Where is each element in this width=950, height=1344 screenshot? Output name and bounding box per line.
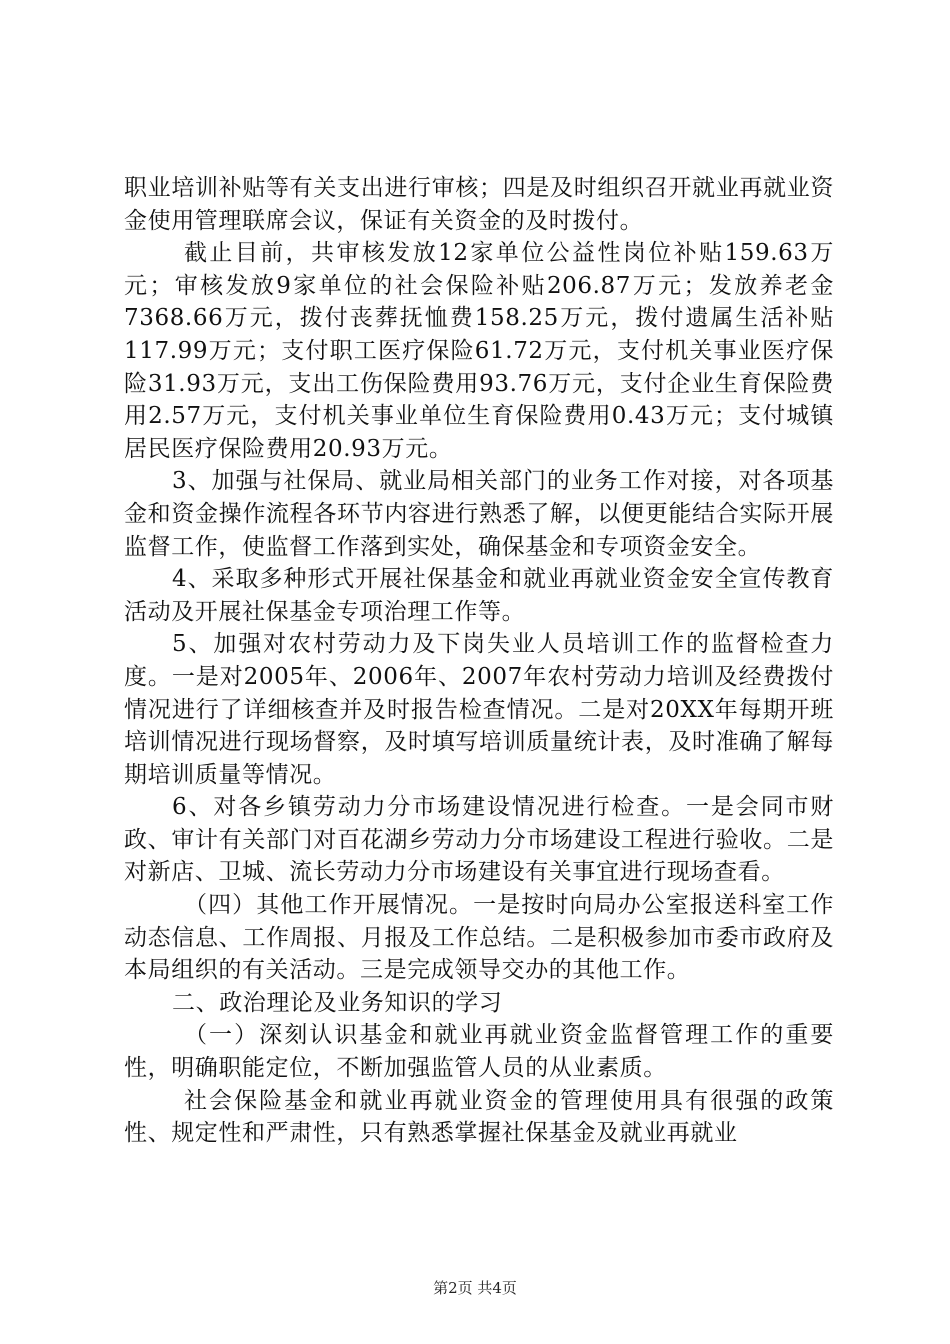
paragraph-item-6: 6、对各乡镇劳动力分市场建设情况进行检查。一是会同市财政、审计有关部门对百花湖乡劳动力分市场建设工程进行验收。二是对新店、卫城、流长劳动力分市场建设有关事宜进行现场查看。 bbox=[124, 794, 834, 886]
paragraph-continuation: 职业培训补贴等有关支出进行审核；四是及时组织召开就业再就业资金使用管理联席会议，保证有关资金的及时拨付。 bbox=[124, 175, 834, 234]
page-number-footer: 第2页 共4页 bbox=[433, 1279, 517, 1297]
paragraph-item-5: 5、加强对农村劳动力及下岗失业人员培训工作的监督检查力度。一是对2005年、2006年、2007年农村劳动力培训及经费拨付情况进行了详细核查并及时报告检查情况。二是对20XX年每期开班培训情况进行现场督察，及时填写培训质量统计表，及时准确了解每期培训质量等情况。 bbox=[124, 631, 834, 788]
paragraph-statistics: 截止目前，共审核发放12家单位公益性岗位补贴159.63万元；审核发放9家单位的社会保险补贴206.87万元；发放养老金7368.66万元，拨付丧葬抚恤费158.25万元，拨付遗属生活补贴117.99万元；支付职工医疗保险61.72万元，支付机关事业医疗保险31.93万元，支出工伤保险费用93.76万元，支付企业生育保险费用2.57万元，支付机关事业单位生育保险费用0.43万元；支付城镇居民医疗保险费用20.93万元。 bbox=[124, 240, 834, 462]
paragraph-item-4: 4、采取多种形式开展社保基金和就业再就业资金安全宣传教育活动及开展社保基金专项治理工作等。 bbox=[124, 566, 834, 625]
section-heading-study: 二、政治理论及业务知识的学习 bbox=[172, 989, 503, 1016]
document-body bbox=[124, 172, 834, 1150]
paragraph-other-work: （四）其他工作开展情况。一是按时向局办公室报送科室工作动态信息、工作周报、月报及工作总结。二是积极参加市委市政府及本局组织的有关活动。三是完成领导交办的其他工作。 bbox=[124, 892, 834, 984]
paragraph-social-insurance: 社会保险基金和就业再就业资金的管理使用具有很强的政策性、规定性和严肃性，只有熟悉掌握社保基金及就业再就业 bbox=[124, 1087, 834, 1147]
subsection-heading-1: （一）深刻认识基金和就业再就业资金监督管理工作的重要性，明确职能定位，不断加强监管人员的从业素质。 bbox=[124, 1022, 834, 1082]
paragraph-item-3: 3、加强与社保局、就业局相关部门的业务工作对接，对各项基金和资金操作流程各环节内容进行熟悉了解，以便更能结合实际开展监督工作，使监督工作落到实处，确保基金和专项资金安全。 bbox=[124, 468, 834, 560]
